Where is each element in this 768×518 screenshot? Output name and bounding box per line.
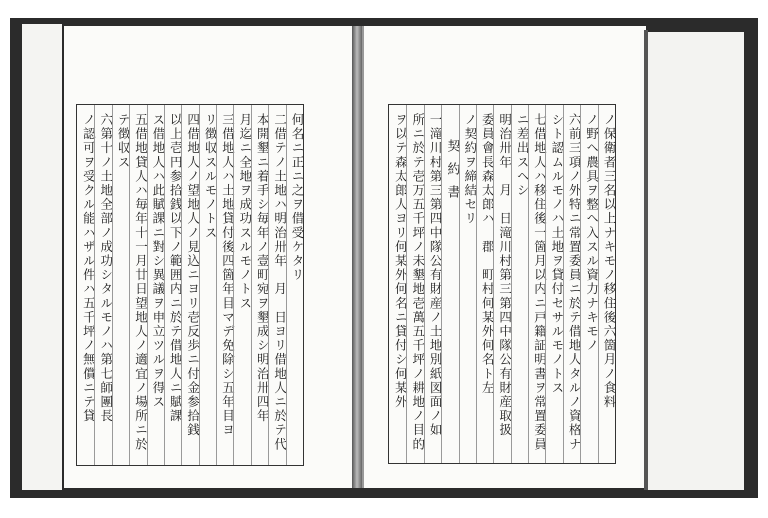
column-rule bbox=[459, 105, 460, 463]
column-rule bbox=[164, 105, 165, 465]
left-page-line: テ徴収ス bbox=[116, 113, 132, 170]
left-page-line: 三借地人ハ土地貸付後四箇年目マデ免除シ五年目ヨ bbox=[220, 113, 236, 438]
column-rule bbox=[424, 105, 425, 463]
left-page-line: 月迄ニ全地ヲ成功スルモノトス bbox=[237, 113, 253, 311]
column-rule bbox=[580, 105, 581, 463]
right-page-line: 七借地人ハ移住後一箇月以内ニ戸籍証明書ヲ常置委員 bbox=[532, 113, 548, 452]
column-rule bbox=[598, 105, 599, 463]
right-page-line: 明治卅年 月 日滝川村第三第四中隊公有財産取扱 bbox=[497, 113, 513, 438]
column-rule bbox=[511, 105, 512, 463]
left-page-line: ス借地人ハ此賦課ニ對シ異議ヲ申立ツルヲ得ス bbox=[150, 113, 166, 410]
column-rule bbox=[251, 105, 252, 465]
column-rule bbox=[112, 105, 113, 465]
book-spine bbox=[352, 26, 362, 488]
right-page-line: 委員會長森太郎ハ 郡 町村何某外何名ト左 bbox=[480, 113, 496, 395]
column-rule bbox=[268, 105, 269, 465]
right-margin-strip bbox=[648, 32, 744, 490]
left-page-line: 六第十ノ土地全部ノ成功シタルモノハ第七師團長 bbox=[98, 113, 114, 424]
right-page-line: 六前三項ノ外特ニ常置委員ニ於テ借地人タルノ資格ナ bbox=[567, 113, 583, 452]
right-page-line: ノ保衛者三名以上ナキモノ移住後六箇月ノ食料 bbox=[601, 113, 617, 410]
right-page-line: ニ差出スヘシ bbox=[515, 113, 531, 198]
right-page-line: ヲ以テ森太郎人ヨリ何某外何名ニ貸付シ何某外 bbox=[393, 113, 409, 410]
right-page-line: 所ニ於テ壱万五千坪ノ未墾地壱萬五千坪ノ耕地ノ目的 bbox=[410, 113, 426, 452]
column-rule bbox=[286, 105, 287, 465]
column-rule bbox=[129, 105, 130, 465]
right-page-text-grid bbox=[388, 104, 616, 464]
left-page-line: 五借地貸人ハ毎年十一月廿日望地人ノ適宜ノ場所ニ於 bbox=[133, 113, 149, 452]
column-rule bbox=[441, 105, 442, 463]
column-rule bbox=[476, 105, 477, 463]
left-margin-strip bbox=[22, 24, 62, 490]
column-rule bbox=[563, 105, 564, 463]
left-page-line: 以上壱円参拾銭以下ノ範囲内ニ於テ借地人ニ賦課 bbox=[168, 113, 184, 424]
column-rule bbox=[406, 105, 407, 463]
column-rule bbox=[94, 105, 95, 465]
left-page-text-grid bbox=[76, 104, 304, 466]
left-page-line: 四借地人ノ望地人ノ見込ニヨリ壱反歩ニ付金参拾銭 bbox=[185, 113, 201, 438]
column-rule bbox=[493, 105, 494, 463]
left-page-line: ノ認可ヲ受クル能ハザル件ハ五千坪ノ無償ニテ貸 bbox=[81, 113, 97, 424]
right-page-line: ノ野ヘ農具ヲ整ヘ入スル資力ナキモノ bbox=[584, 113, 600, 353]
left-page-line: 何名ニ正ニ之ヲ借受ケタリ bbox=[289, 113, 305, 283]
column-rule bbox=[199, 105, 200, 465]
column-rule bbox=[528, 105, 529, 463]
column-rule bbox=[147, 105, 148, 465]
left-page-line: リ徴収スルモノトス bbox=[203, 113, 219, 240]
right-page-line: ノ契約ヲ締結セリ bbox=[462, 113, 478, 226]
column-rule bbox=[545, 105, 546, 463]
column-rule bbox=[233, 105, 234, 465]
left-page-line: 本開墾ニ着手シ毎年ノ壹町宛ヲ墾成シ明治卅四年 bbox=[255, 113, 271, 424]
right-page-line: 契約書 bbox=[444, 139, 460, 208]
column-rule bbox=[216, 105, 217, 465]
column-rule bbox=[181, 105, 182, 465]
left-page-line: 二借テノ土地ハ明治卅年 月 日ヨリ借地人ニ於テ代 bbox=[272, 113, 288, 452]
right-page-line: 一滝川村第三第四中隊公有財産ノ土地別紙図面ノ如 bbox=[428, 113, 444, 438]
right-page-line: シト認ムルモノハ土地ヲ貸付セサルモノトス bbox=[549, 113, 565, 395]
